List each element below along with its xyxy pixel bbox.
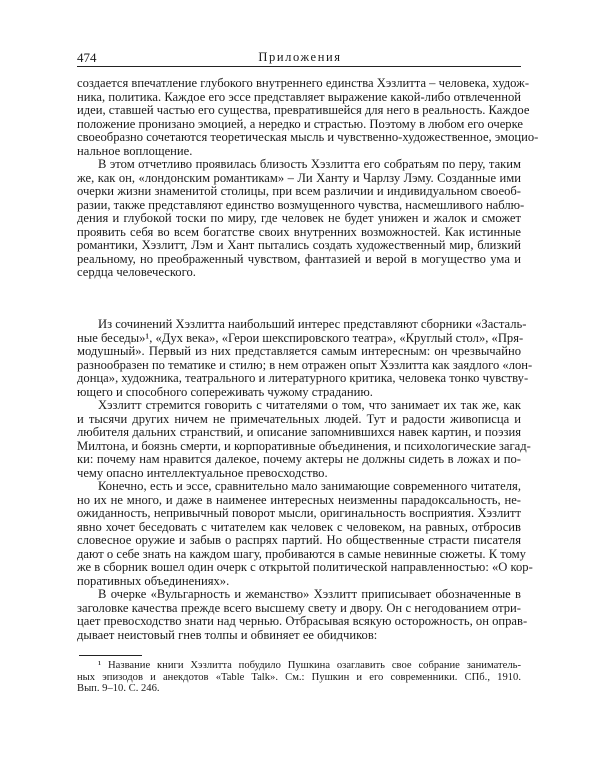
page-number: 474 (77, 50, 97, 65)
text-line: же в сборник вошел один очерк с открытой политической направленностью: «О кор- (77, 560, 533, 574)
text-line: чему опасно интеллектуальное превосходство. (77, 465, 328, 480)
paragraph (77, 587, 528, 642)
text-line: любителя дальних странствий, и описание запомнившихся навек картин, и поэзия (77, 425, 521, 439)
text-line: дают о себе знать на каждом шагу, пробиваются в самые невинные сюжеты. К тому (77, 546, 526, 561)
text-line: но их не много, и даже в наименее интересных неизменны парадоксальность, не- (77, 492, 521, 507)
text-line: очерки жизни знаменитой столицы, при всем различии и индивидуальном своеоб- (77, 184, 521, 198)
text-line: ки: почему нам нравится далекое, почему актеры не должны сидеть в ложах и по- (77, 452, 521, 466)
paragraph (77, 157, 525, 280)
text-line: ные беседы»¹, «Дух века», «Герои шекспировского театра», «Круглый стол», «Пря- (77, 330, 524, 345)
body-text-bottom (77, 317, 533, 642)
text-line: модушный». Первый из них представляется самым интересным: он чрезвычайно (77, 344, 521, 358)
text-line: явно хочет беседовать с читателем как человек с человеком, на равных, отбросив (77, 519, 521, 534)
text-line: разии, также представляют единство возмущенного чувства, насмешливого наблю- (77, 197, 525, 212)
text-line: разнообразен по тематике и стилю; в нем отражен опыт Хэзлитта как заядлого «лон- (77, 357, 533, 372)
text-line: же, как он, «лондонским романтикам» – Ли Ханту и Чарлзу Лэму. Созданные ими (77, 170, 521, 185)
text-line: и тысячи других ничем не примечательных людей. Тут и радости живописца и (77, 411, 521, 426)
text-line: дывает неистовый гнев толпы и обвиняет ее обидчиков: (77, 627, 378, 642)
text-line: Хэзлитт стремится говорить с читателями о том, что занимает их так же, как (98, 398, 521, 412)
header-divider (77, 66, 521, 67)
text-line: Конечно, есть и эссе, сравнительно мало занимающие современного читателя, (98, 479, 521, 493)
paragraph (77, 317, 533, 399)
text-line: Из сочинений Хэзлитта наибольший интерес представляют сборники «Засталь- (98, 317, 527, 331)
text-line: ожиданность, непривычный поворот мысли, оригинальность восприятия. Хэзлитт (77, 506, 521, 520)
text-line: цает превосходство знати над чернью. Отбрасывая всякую осторожность, он оправ- (77, 614, 528, 628)
text-line: своеобразно сочетаются теоретическая мысль и чувственно-художественное, эмоцио- (77, 130, 539, 144)
text-line: дения и глубокой тоски по миру, где человек не будет унижен и жалок и сможет (77, 211, 521, 225)
body-text-top (77, 76, 539, 280)
text-line: словесное оружие и забыв о распрях партий. Но общественные страсти писателя (77, 533, 521, 547)
text-line: создается впечатление глубокого внутреннего единства Хэзлитта – человека, худож- (77, 76, 530, 90)
text-line: идеи, ставшей частью его существа, превратившейся для него в реальность. Каждое (77, 103, 530, 117)
footnote-line: Вып. 9–10. С. 246. (77, 683, 160, 694)
paragraph (77, 76, 539, 158)
footnote-line: ¹ Название книги Хэзлитта побудило Пушкина озаглавить свое собрание заниматель- (98, 660, 521, 671)
text-line: Милтона, и боязнь смерти, и корпоративные объединения, и психологические загад- (77, 438, 531, 453)
text-line: В этом отчетливо проявилась близость Хэзлитта его собратьям по перу, таким (98, 157, 521, 171)
footnote-line: ных эпизодов и анекдотов «Table Talk». См.: Пушкин и его современники. СПб., 1910. (77, 671, 521, 683)
text-line: проявить себя во всем богатстве своих внутренних возможностей. Как истинные (77, 224, 521, 239)
text-line: ника, политика. Каждое его эссе представляет выражение какой-либо отвлеченной (77, 89, 521, 104)
paragraph (77, 398, 531, 480)
text-line: ющего и способного сопереживать чужому страданию. (77, 384, 373, 399)
paragraph (77, 479, 533, 588)
text-line: реальному, но преображенный чувством, фантазией и верой в могущество ума и (77, 251, 521, 266)
text-line: поративных объединениях». (77, 573, 230, 588)
footnote (77, 660, 521, 695)
text-line: романтики, Хэзлитт, Лэм и Хант пытались создать художественный мир, близкий (77, 238, 521, 252)
footnote-divider (79, 655, 142, 656)
text-line: сердца человеческого. (77, 265, 196, 279)
text-line: нальное воплощение. (77, 143, 193, 158)
text-line: донца», художника, театрального и литературного критика, человека тонко чувству- (77, 371, 529, 385)
text-line: заголовке качества прежде всего высшему свету и двору. Он с негодованием отри- (77, 600, 521, 615)
running-title: Приложения (258, 50, 342, 64)
text-line: В очерке «Вульгарность и жеманство» Хэзлитт приписывает обозначенные в (98, 587, 521, 601)
text-line: положение пронизано эмоцией, а нередко и страстью. Поэтому в любом его очерке (77, 116, 523, 131)
